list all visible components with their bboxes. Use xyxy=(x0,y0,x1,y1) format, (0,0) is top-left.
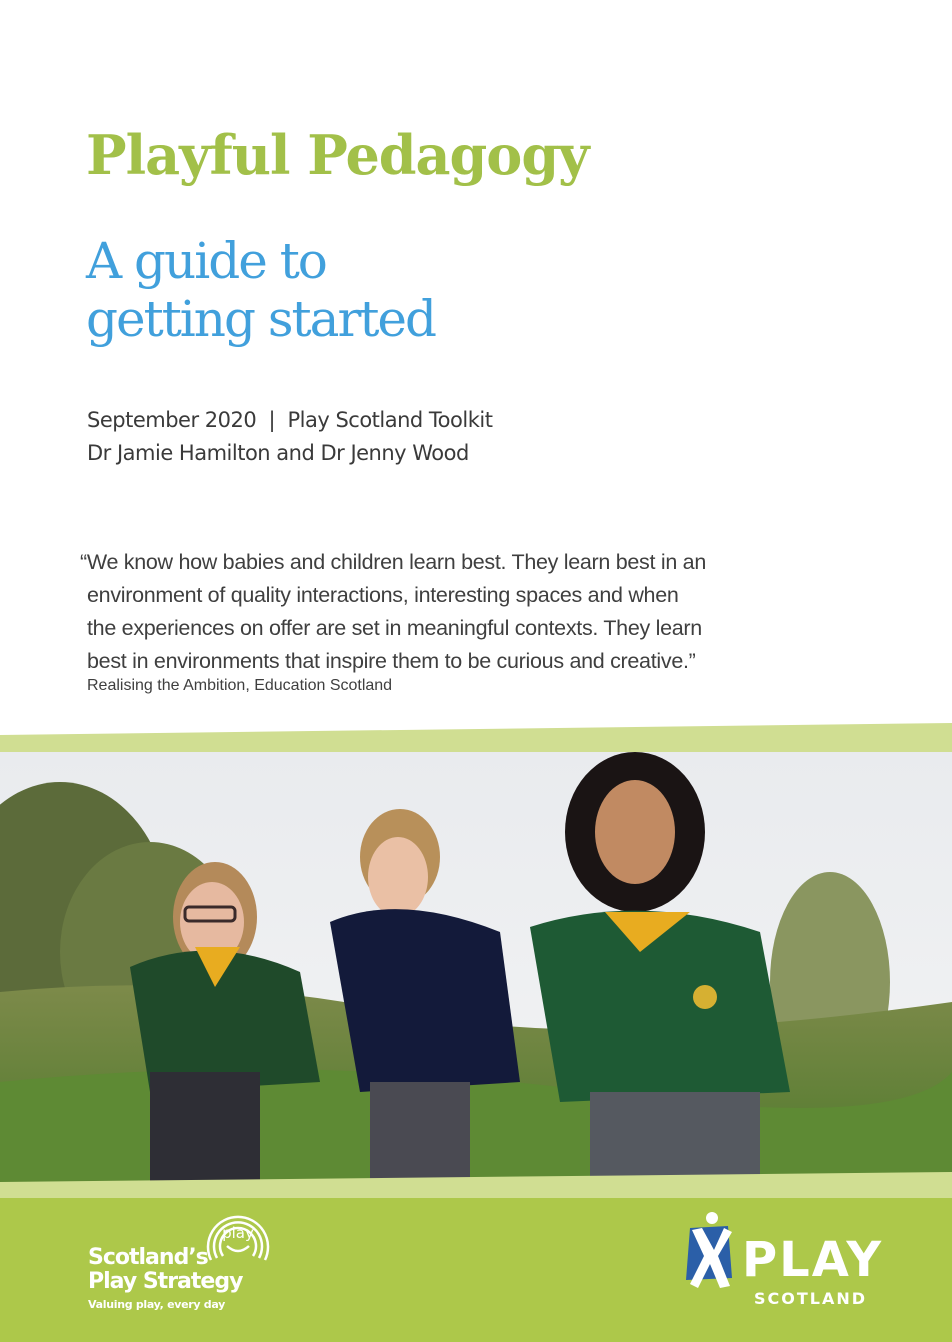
document-meta xyxy=(87,404,492,470)
logo-title xyxy=(88,1246,242,1294)
document-title: Playful Pedagogy xyxy=(86,123,589,187)
subtitle-line-2: getting started xyxy=(86,290,436,348)
subtitle-line-1: A guide to xyxy=(86,232,326,290)
play-scotland-logo[interactable] xyxy=(684,1208,904,1318)
quote-line: the experiences on offer are set in meaningful contexts. They learn xyxy=(87,616,702,640)
children-running-photo xyxy=(0,752,952,1182)
quote-line: best in environments that inspire them to be curious and creative.” xyxy=(87,649,696,673)
svg-text:play: play xyxy=(222,1224,254,1242)
quote-line: “We know how babies and children learn best. They learn best in an xyxy=(80,550,706,574)
scotlands-play-strategy-logo[interactable] xyxy=(88,1198,288,1323)
svg-text:PLAY: PLAY xyxy=(742,1232,884,1288)
document-subtitle xyxy=(86,232,435,348)
authors-line: Dr Jamie Hamilton and Dr Jenny Wood xyxy=(87,441,469,465)
date-line: September 2020 | Play Scotland Toolkit xyxy=(87,408,493,432)
logo-tagline: Valuing play, every day xyxy=(88,1298,226,1311)
cover-photo xyxy=(0,752,952,1182)
logo-line-2: Play Strategy xyxy=(88,1269,243,1294)
quote-source: Realising the Ambition, Education Scotland xyxy=(87,677,393,694)
play-scotland-saltire-icon xyxy=(684,1208,904,1318)
quote-block xyxy=(80,546,780,678)
logo-line-1: Scotland’s xyxy=(88,1245,208,1270)
svg-text:SCOTLAND: SCOTLAND xyxy=(754,1289,868,1308)
quote-line: environment of quality interactions, interesting spaces and when xyxy=(87,583,679,607)
